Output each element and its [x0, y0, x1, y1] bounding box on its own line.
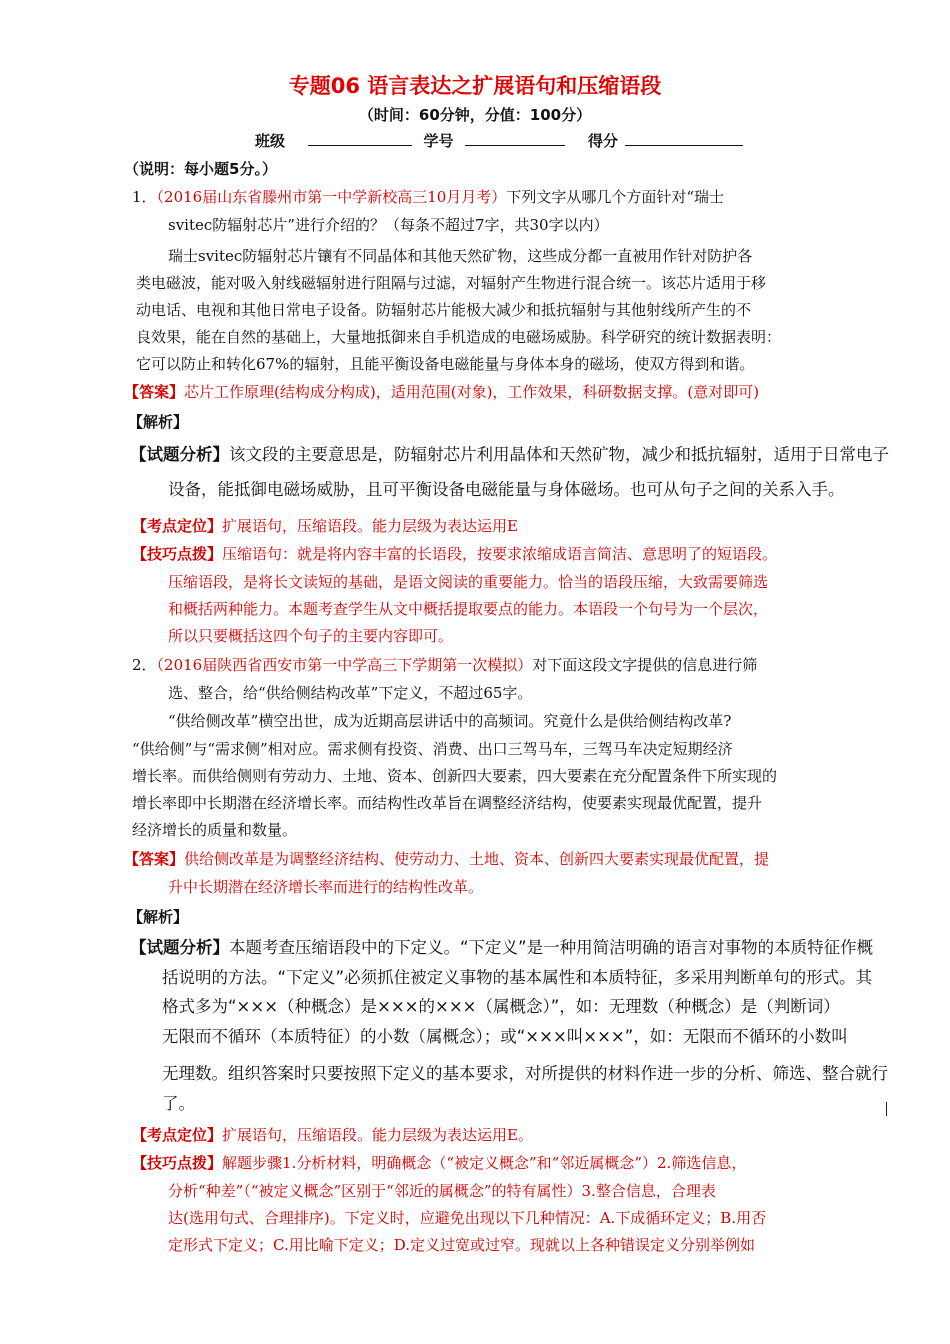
- q2-analysis-tag: 【解析】: [128, 908, 189, 926]
- q1-passage-line: 类电磁波，能对吸入射线磁辐射进行阻隔与过滤，对辐射产生物进行混合统一。该芯片适用于移: [136, 274, 767, 292]
- q2-tip-line: 达(选用句式、合理排序)。下定义时，应避免出现以下几种情况：A.下成循环定义；B.用否: [168, 1209, 767, 1227]
- q1-point: [132, 515, 518, 537]
- q1-passage-line: 良效果，能在自然的基础上，大量地抵御来自手机造成的电磁场威胁。科学研究的统计数据表明：: [136, 328, 782, 346]
- q1-answer-text: 芯片工作原理(结构成分构成)，适用范围(对象)，工作效果，科研数据支撑。(意对即可): [184, 383, 760, 401]
- q2-tip-text: 解题步骤1.分析材料，明确概念（“被定义概念”和“邻近属概念”）2.筛选信息，: [222, 1154, 747, 1172]
- student-info-fields: [255, 130, 743, 151]
- q1-trial-text: 该文段的主要意思是，防辐射芯片利用晶体和天然矿物，减少和抵抗辐射，适用于日常电子: [229, 445, 889, 464]
- q2-trial-line: 无理数。组织答案时只要按照下定义的基本要求，对所提供的材料作进一步的分析、筛选、整合就行: [162, 1064, 888, 1083]
- question-2-source: （2016届陕西省西安市第一中学高三下学期第一次模拟）: [156, 656, 533, 674]
- page-title: 专题06 语言表达之扩展语句和压缩语段: [288, 74, 662, 98]
- question-1-source: （2016届山东省滕州市第一中学新校高三10月月考）: [156, 188, 507, 206]
- q2-answer-text: 供给侧改革是为调整经济结构、使劳动力、土地、资本、创新四大要素实现最优配置，提: [184, 850, 770, 868]
- q1-point-tag: 【考点定位】: [132, 517, 223, 535]
- q2-trial-tag: 【试题分析】: [130, 938, 229, 957]
- q1-passage-line: 它可以防止和转化67%的辐射，且能平衡设备电磁能量与身体本身的磁场，使双方得到和谐。: [136, 355, 755, 373]
- class-label: 班级: [255, 132, 286, 150]
- instructions-note: （说明：每小题5分。）: [124, 160, 277, 178]
- q1-tip-line: 所以只要概括这四个句子的主要内容即可。: [168, 627, 454, 645]
- class-blank: [308, 131, 412, 146]
- score-label: 得分: [587, 132, 618, 150]
- id-blank: [465, 131, 565, 146]
- question-1-stem: [132, 186, 724, 208]
- q2-tip-tag: 【技巧点拨】: [132, 1154, 223, 1172]
- q2-trial-line: 了。: [162, 1094, 195, 1113]
- q1-trial-analysis-cont: 设备，能抵御电磁场威胁，且可平衡设备电磁能量与身体磁场。也可从句子之间的关系入手。: [168, 480, 845, 499]
- q1-trial-analysis: [130, 444, 889, 466]
- q1-answer: [124, 381, 759, 403]
- score-blank: [625, 131, 743, 146]
- question-2-stem-cont: 选、整合，给“供给侧结构改革”下定义，不超过65字。: [168, 684, 533, 702]
- q2-tip: [132, 1152, 746, 1174]
- q1-trial-tag: 【试题分析】: [130, 445, 229, 464]
- q2-trial-analysis: [130, 937, 873, 959]
- q1-passage-line: 动电话、电视和其他日常电子设备。防辐射芯片能极大减少和抵抗辐射与其他射线所产生的不: [136, 301, 752, 319]
- q1-point-text: 扩展语句，压缩语段。能力层级为表达运用E: [222, 517, 518, 535]
- question-2-stem-text: 对下面这段文字提供的信息进行筛: [532, 656, 758, 674]
- q2-passage-line: 增长率。而供给侧则有劳动力、土地、资本、创新四大要素，四大要素在充分配置条件下所实现的: [132, 767, 778, 785]
- q2-tip-line: 定形式下定义；C.用比喻下定义；D.定义过宽或过窄。现就以上各种错误定义分别举例如: [168, 1236, 755, 1254]
- q2-answer-tag: 【答案】: [124, 850, 185, 868]
- q1-tip: [132, 543, 777, 565]
- q2-tip-line: 分析“种差”（“被定义概念”区别于“邻近的属概念”的特有属性）3.整合信息，合理表: [168, 1182, 716, 1200]
- q2-passage-line: “供给侧改革”横空出世，成为近期高层讲话中的高频词。究竟什么是供给侧结构改革?: [168, 712, 732, 730]
- q2-point-text: 扩展语句，压缩语段。能力层级为表达运用E。: [222, 1126, 533, 1144]
- id-label: 学号: [423, 132, 454, 150]
- q2-passage-line: “供给侧”与“需求侧”相对应。需求侧有投资、消费、出口三驾马车，三驾马车决定短期经济: [132, 740, 733, 758]
- q2-trial-line: 括说明的方法。“下定义”必须抓住被定义事物的基本属性和本质特征，多采用判断单句的形式。其: [162, 968, 873, 987]
- q1-passage-line: 瑞士svitec防辐射芯片镶有不同晶体和其他天然矿物，这些成分都一直被用作针对防护各: [168, 247, 753, 265]
- q2-trial-line: 无限而不循环（本质特征）的小数（属概念）；或“×××叫×××”，如：无限而不循环的小数叫: [162, 1027, 848, 1046]
- question-1-stem-cont: svitec防辐射芯片”进行介绍的？（每条不超过7字，共30字以内）: [168, 216, 609, 234]
- q1-tip-line: 压缩语段，是将长文读短的基础，是语文阅读的重要能力。恰当的语段压缩，大致需要筛选: [168, 573, 769, 591]
- q1-answer-tag: 【答案】: [124, 383, 185, 401]
- q2-trial-line: 格式多为“×××（种概念）是×××的×××（属概念）”，如：无理数（种概念）是（判断词）: [162, 997, 840, 1016]
- scan-edge-mark: [886, 1102, 887, 1116]
- page-subtitle: （时间：60分钟，分值：100分）: [358, 106, 592, 124]
- q2-answer: [124, 848, 769, 870]
- q2-point-tag: 【考点定位】: [132, 1126, 223, 1144]
- question-1-stem-text: 下列文字从哪几个方面针对“瑞士: [506, 188, 724, 206]
- question-2-number: 2．: [132, 656, 157, 674]
- question-2-stem: [132, 654, 757, 676]
- q2-passage-line: 增长率即中长期潜在经济增长率。而结构性改革旨在调整经济结构，使要素实现最优配置，提升: [132, 794, 763, 812]
- q1-tip-text: 压缩语句：就是将内容丰富的长语段，按要求浓缩成语言简洁、意思明了的短语段。: [222, 545, 778, 563]
- q2-point: [132, 1124, 533, 1146]
- q1-analysis-tag: 【解析】: [128, 413, 189, 431]
- q2-passage-line: 经济增长的质量和数量。: [132, 821, 298, 839]
- q1-tip-tag: 【技巧点拨】: [132, 545, 223, 563]
- q2-answer-cont: 升中长期潜在经济增长率而进行的结构性改革。: [168, 878, 484, 896]
- q2-trial-text: 本题考查压缩语段中的下定义。“下定义”是一种用简洁明确的语言对事物的本质特征作概: [229, 938, 874, 957]
- q1-tip-line: 和概括两种能力。本题考查学生从文中概括提取要点的能力。本语段一个句号为一个层次，: [168, 600, 769, 618]
- question-1-number: 1．: [132, 188, 157, 206]
